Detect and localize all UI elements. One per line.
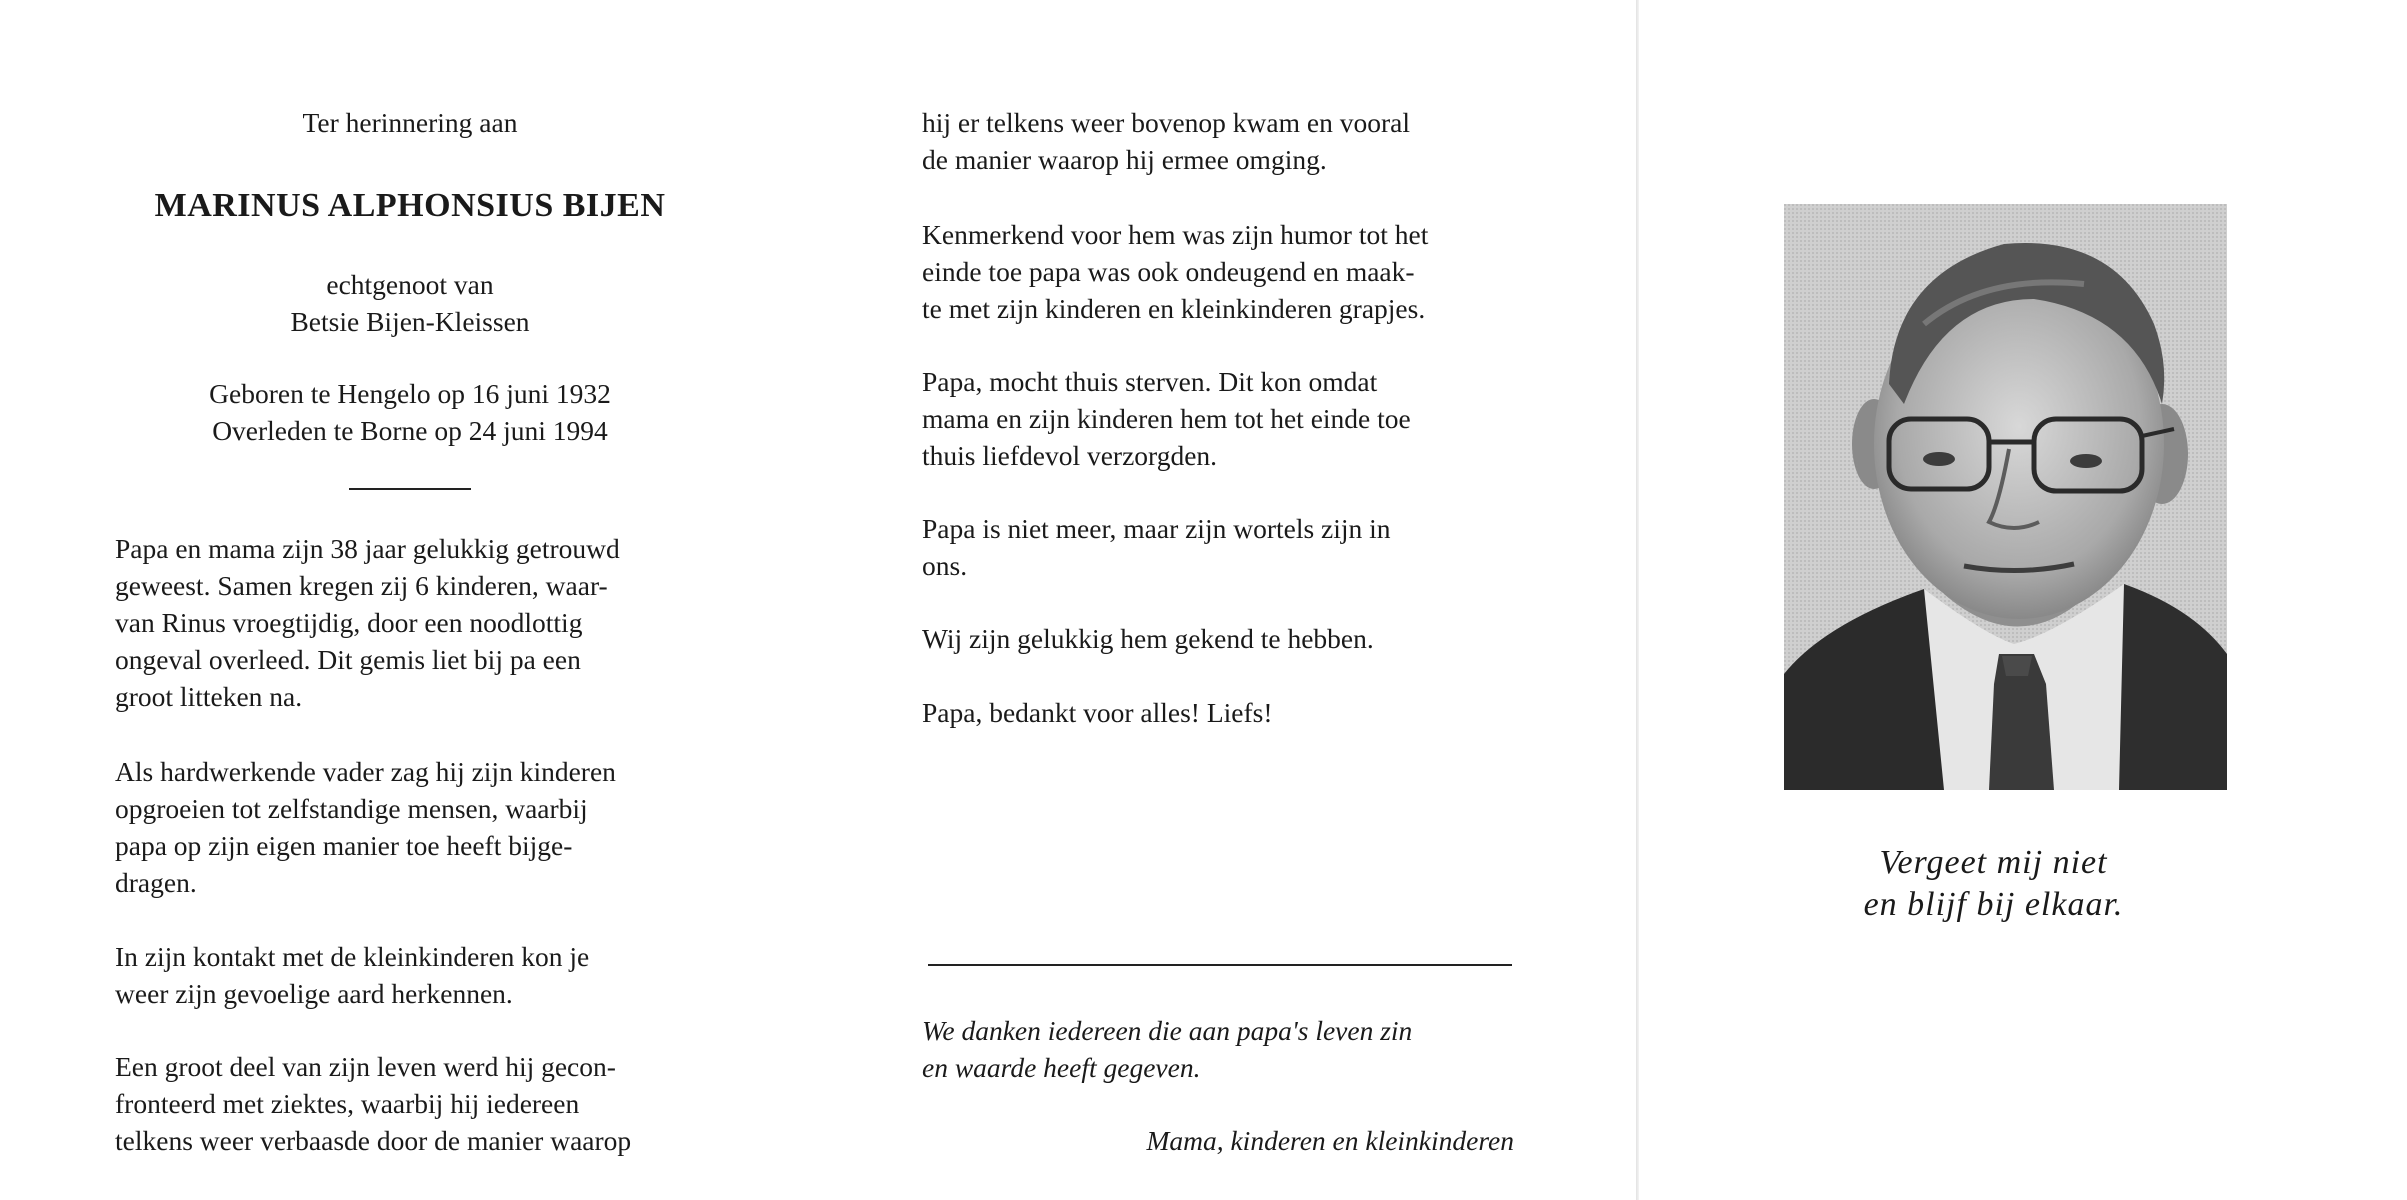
paragraph-illness (115, 1048, 705, 1159)
text-line: Een groot deel van zijn leven werd hij gecon- (115, 1051, 616, 1082)
text-line: en waarde heeft gegeven. (922, 1052, 1201, 1083)
paragraph-roots (922, 510, 1514, 584)
text-line: telkens weer verbaasde door de manier waarop (115, 1125, 632, 1156)
paragraph-grandchildren (115, 938, 705, 1012)
text-line: ons. (922, 550, 968, 581)
thanks-note (922, 1012, 1514, 1086)
spouse-label: echtgenoot van (326, 269, 494, 300)
text-line: Als hardwerkende vader zag hij zijn kinderen (115, 756, 616, 787)
text-line: Papa en mama zijn 38 jaar gelukkig getrouwd (115, 533, 620, 564)
paragraph-thanks-papa (922, 694, 1514, 731)
text-line: einde toe papa was ook ondeugend en maak- (922, 256, 1415, 287)
text-line: hij er telkens weer bovenop kwam en vooral (922, 107, 1410, 138)
paragraph-home (922, 363, 1514, 474)
text-line: Papa is niet meer, maar zijn wortels zijn in (922, 513, 1391, 544)
text-line: Wij zijn gelukkig hem gekend te hebben. (922, 623, 1374, 654)
text-line: de manier waarop hij ermee omging. (922, 144, 1327, 175)
text-line: Papa, bedankt voor alles! Liefs! (922, 697, 1273, 728)
text-line: Papa, mocht thuis sterven. Dit kon omdat (922, 366, 1378, 397)
text-line: Kenmerkend voor hem was zijn humor tot het (922, 219, 1429, 250)
signoff: Mama, kinderen en kleinkinderen (1146, 1125, 1514, 1156)
paragraph-grateful (922, 620, 1514, 657)
paragraph-humor (922, 216, 1514, 327)
text-line: weer zijn gevoelige aard herkennen. (115, 978, 513, 1009)
text-line: dragen. (115, 867, 197, 898)
paragraph-marriage (115, 530, 705, 715)
text-line: papa op zijn eigen manier toe heeft bijge- (115, 830, 573, 861)
text-line: geweest. Samen kregen zij 6 kinderen, waar- (115, 570, 608, 601)
spouse-block (115, 266, 705, 340)
card-fold (1636, 0, 1639, 1200)
divider-long (928, 964, 1512, 966)
portrait-photo (1784, 204, 2227, 790)
text-line: mama en zijn kinderen hem tot het einde toe (922, 403, 1411, 434)
dates-block (115, 375, 705, 449)
motto-line-2: en blijf bij elkaar. (1863, 886, 2124, 923)
birth-line: Geboren te Hengelo op 16 juni 1932 (209, 378, 611, 409)
intro-text: Ter herinnering aan (302, 107, 518, 138)
deceased-name: MARINUS ALPHONSIUS BIJEN (154, 187, 666, 224)
paragraph-recovery (922, 104, 1514, 178)
text-line: te met zijn kinderen en kleinkinderen grapjes. (922, 293, 1426, 324)
text-line: thuis liefdevol verzorgden. (922, 440, 1218, 471)
motto (1640, 842, 2347, 926)
text-line: ongeval overleed. Dit gemis liet bij pa een (115, 644, 581, 675)
motto-line-1: Vergeet mij niet (1879, 844, 2108, 881)
spouse-name: Betsie Bijen-Kleissen (290, 306, 530, 337)
death-line: Overleden te Borne op 24 juni 1994 (212, 415, 608, 446)
text-line: van Rinus vroegtijdig, door een noodlottig (115, 607, 583, 638)
text-line: We danken iedereen die aan papa's leven zin (922, 1015, 1413, 1046)
text-line: groot litteken na. (115, 681, 303, 712)
text-line: fronteerd met ziektes, waarbij hij iedereen (115, 1088, 580, 1119)
text-line: In zijn kontakt met de kleinkinderen kon je (115, 941, 590, 972)
text-line: opgroeien tot zelfstandige mensen, waarbij (115, 793, 588, 824)
divider-short (349, 488, 471, 490)
portrait-illustration (1784, 204, 2227, 790)
paragraph-father (115, 753, 705, 901)
